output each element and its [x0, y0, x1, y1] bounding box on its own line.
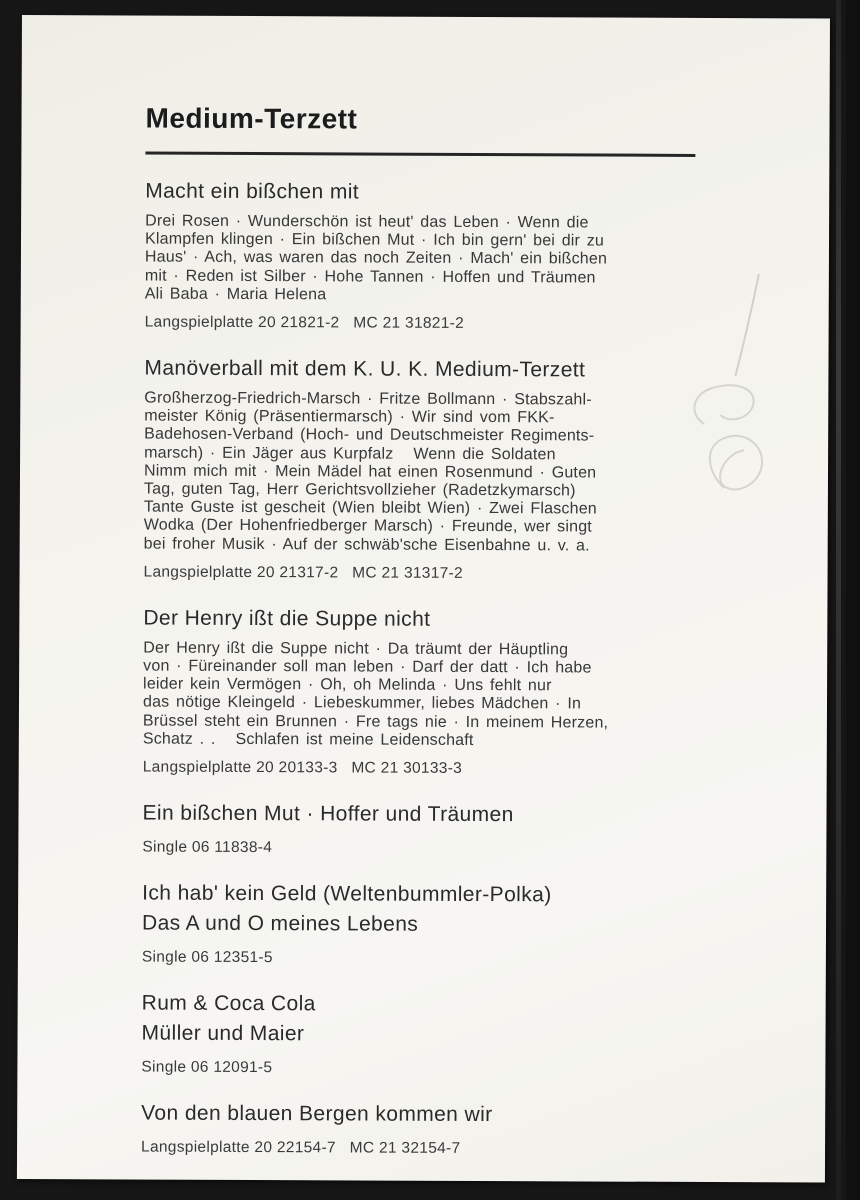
- catalog-number: Single 06 12351-5: [141, 948, 273, 967]
- track-list: [145, 213, 739, 307]
- album-title: Rum & Coca Cola: [141, 991, 316, 1016]
- catalog-number: Langspielplatte 20 21821-2 MC 21 31821-2: [144, 313, 465, 332]
- catalog-number: Single 06 11838-4: [142, 838, 273, 857]
- album-entry: [142, 879, 736, 970]
- record-sleeve-back: [17, 15, 830, 1183]
- track-list-line: Klampfen klingen · Ein bißchen Mut · Ich bin gern' bei dir zu: [144, 230, 605, 250]
- album-entry: [145, 177, 740, 335]
- track-list-line: leider kein Vermögen · Oh, oh Melinda · Uns fehlt nur: [143, 675, 552, 695]
- track-list: [143, 639, 737, 751]
- track-list-line: Drei Rosen · Wunderschön ist heut' das Leben · Wenn die: [145, 212, 589, 232]
- album-title: Von den blauen Bergen kommen wir: [141, 1101, 493, 1127]
- track-list-line: Brüssel steht ein Brunnen · Fre tags nie · In meinem Herzen,: [142, 712, 609, 732]
- album-title: Ich hab' kein Geld (Weltenbummler-Polka): [142, 881, 552, 907]
- track-list: [144, 390, 739, 556]
- track-list-line: meister König (Präsentiermarsch) · Wir sind vom FKK-: [144, 407, 555, 427]
- catalog-number: Langspielplatte 20 21317-2 MC 21 31317-2: [143, 563, 463, 582]
- album-title: Der Henry ißt die Suppe nicht: [143, 606, 431, 631]
- track-list-line: von · Füreinander soll man leben · Darf der datt · Ich habe: [143, 657, 592, 677]
- album-title: Das A und O meines Lebens: [141, 911, 419, 936]
- album-title: Manöverball mit dem K. U. K. Medium-Terzett: [144, 356, 586, 382]
- track-list-line: mit · Reden ist Silber · Hohe Tannen · Hoffen und Träumen: [144, 267, 596, 287]
- background-right-band: [846, 0, 860, 1200]
- track-list-line: Nimm mich mit · Mein Mädel hat einen Rosenmund · Guten: [143, 462, 597, 482]
- track-list-line: Tante Guste ist gescheit (Wien bleibt Wien) · Zwei Flaschen: [143, 498, 597, 518]
- title-divider: [145, 152, 695, 157]
- track-list-line: Schatz . . Schlafen ist meine Leidenschaft: [142, 730, 474, 749]
- discography-list: [141, 177, 739, 1160]
- album-entry: [141, 989, 735, 1080]
- track-list-line: Der Henry ißt die Suppe nicht · Da träumt der Häuptling: [143, 639, 569, 659]
- card-stack-edge: [836, 0, 841, 1200]
- album-entry: [143, 603, 738, 779]
- track-list-line: Tag, guten Tag, Herr Gerichtsvollzieher (Radetzkymarsch): [143, 480, 576, 500]
- catalog-number: Langspielplatte 20 22154-7 MC 21 32154-7: [141, 1138, 461, 1157]
- track-list-line: Badehosen-Verband (Hoch- und Deutschmeister Regiments-: [144, 425, 595, 445]
- album-title: Ein bißchen Mut · Hoffer und Träumen: [142, 801, 514, 827]
- album-title: Müller und Maier: [141, 1021, 305, 1046]
- album-entry: [142, 799, 736, 860]
- track-list-line: Ali Baba · Maria Helena: [144, 285, 327, 304]
- track-list-line: marsch) · Ein Jäger aus Kurpfalz Wenn die Soldaten: [144, 444, 556, 463]
- track-list-line: das nötige Kleingeld · Liebeskummer, liebes Mädchen · In: [142, 693, 582, 713]
- album-entry: [141, 1099, 735, 1160]
- catalog-number: Langspielplatte 20 20133-3 MC 21 30133-3: [142, 758, 463, 777]
- album-title: Macht ein bißchen mit: [145, 179, 360, 204]
- artist-title: Medium-Terzett: [145, 102, 358, 135]
- handwritten-pencil-mark: [680, 264, 811, 495]
- catalog-number: Single 06 12091-5: [141, 1058, 273, 1077]
- track-list-line: Großherzog-Friedrich-Marsch · Fritze Bollmann · Stabszahl-: [144, 389, 592, 409]
- track-list-line: bei froher Musik · Auf der schwäb'sche Eisenbahne u. v. a.: [143, 535, 590, 555]
- album-entry: [144, 354, 739, 584]
- track-list-line: Wodka (Der Hohenfriedberger Marsch) · Freunde, wer singt: [143, 516, 592, 536]
- track-list-line: Haus' · Ach, was waren das noch Zeiten · Mach' ein bißchen: [144, 248, 608, 268]
